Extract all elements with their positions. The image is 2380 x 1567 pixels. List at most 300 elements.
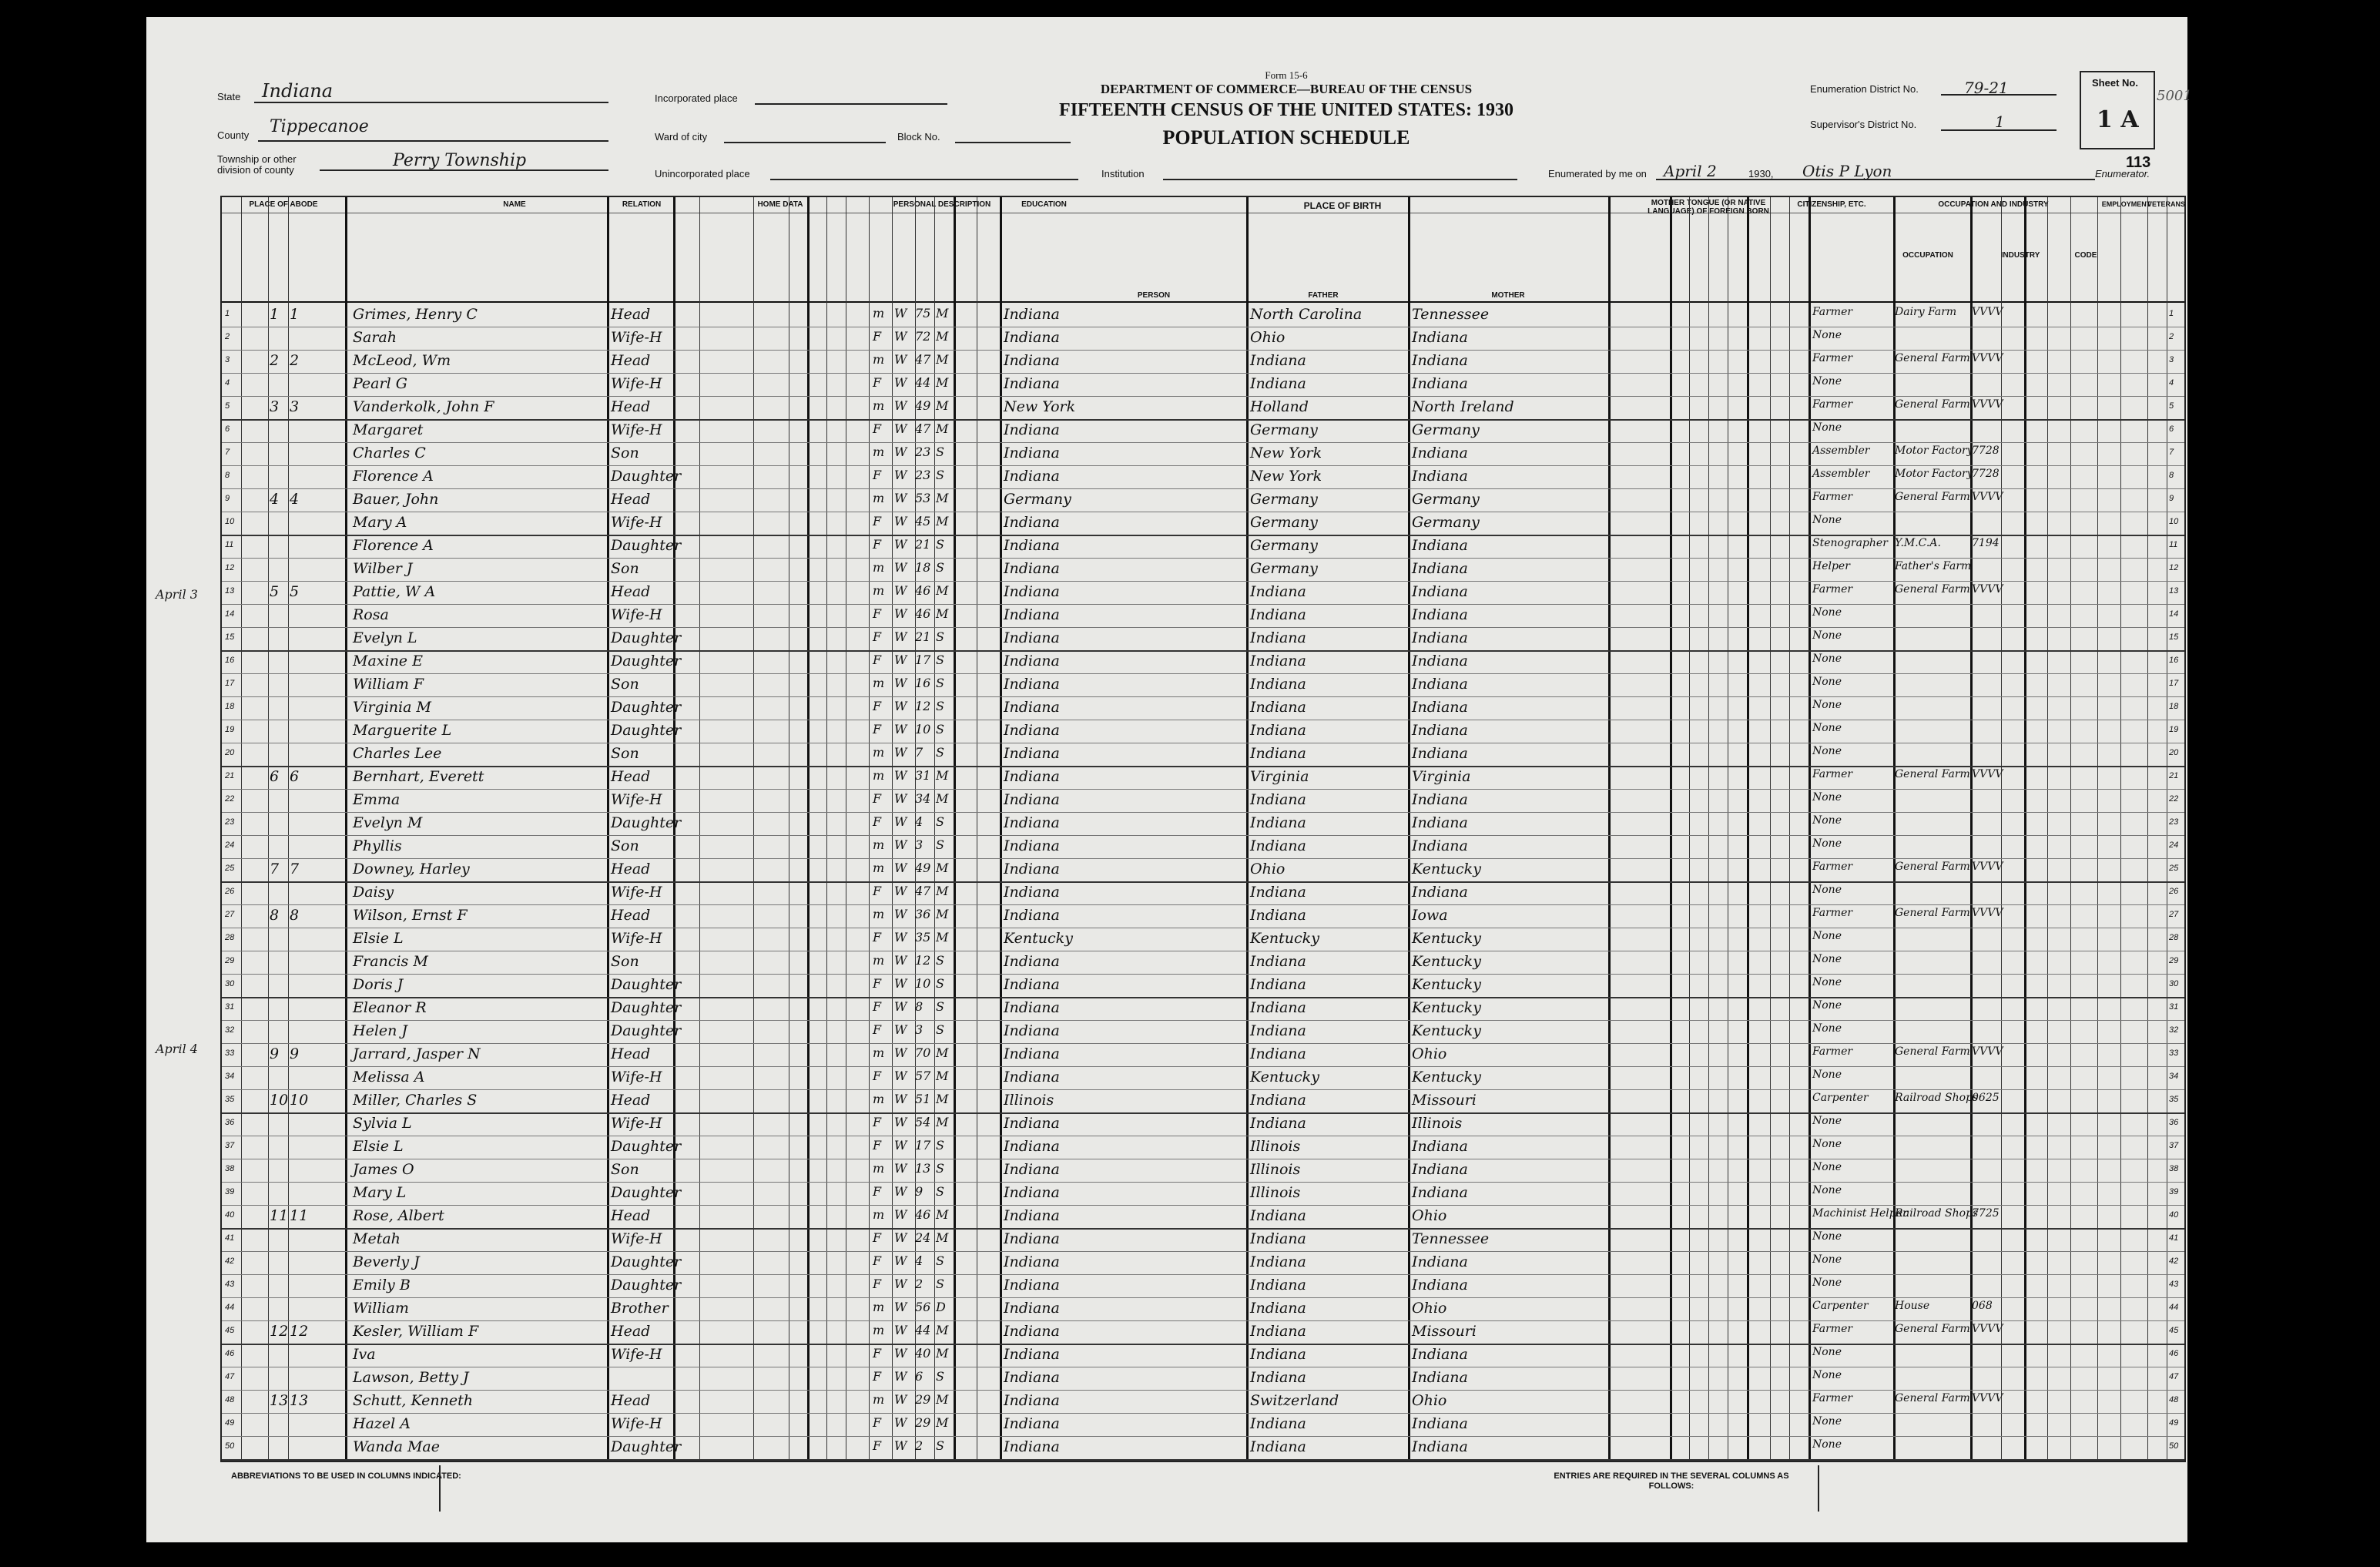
sex: F — [873, 537, 882, 552]
table-row — [222, 1136, 2184, 1159]
marital-status: M — [936, 606, 949, 621]
marital-status: S — [936, 699, 944, 713]
race: W — [894, 653, 907, 667]
group-relation: RELATION — [622, 200, 662, 209]
relation: Wife-H — [611, 1346, 662, 1363]
state-label: State — [217, 91, 241, 102]
birthplace-person: Indiana — [1004, 352, 1060, 369]
line-number: 49 — [225, 1418, 235, 1428]
birthplace-person: Indiana — [1004, 676, 1060, 693]
dwelling-number: 2 — [270, 352, 280, 369]
race: W — [894, 537, 907, 552]
line-number: 5 — [225, 401, 230, 411]
line-number-right: 23 — [2169, 817, 2179, 827]
occupation: None — [1812, 1438, 1842, 1451]
family-number: 10 — [290, 1092, 309, 1109]
birthplace-person: Indiana — [1004, 1323, 1060, 1340]
relation: Daughter — [611, 468, 682, 485]
marital-status: M — [936, 352, 949, 367]
relation: Daughter — [611, 1438, 682, 1455]
industry: Railroad Shops — [1895, 1207, 1979, 1220]
birthplace-mother: Indiana — [1412, 537, 1468, 554]
line-number: 11 — [225, 540, 234, 549]
marital-status: S — [936, 468, 944, 482]
line-number-right: 1 — [2169, 309, 2174, 318]
county-value: Tippecanoe — [270, 117, 369, 136]
sex: m — [873, 306, 885, 320]
birthplace-father: Indiana — [1250, 1230, 1306, 1247]
group-employment: EMPLOYMENT — [2101, 200, 2151, 208]
relation: Brother — [611, 1300, 669, 1317]
line-number: 14 — [225, 609, 235, 619]
sex: m — [873, 768, 885, 783]
table-row — [222, 396, 2184, 421]
birthplace-mother: Iowa — [1412, 907, 1448, 924]
occupation: None — [1812, 514, 1842, 526]
relation: Daughter — [611, 976, 682, 993]
birthplace-father: Indiana — [1250, 907, 1306, 924]
sex: F — [873, 930, 882, 945]
line-number-right: 18 — [2169, 702, 2179, 711]
line-number: 6 — [225, 424, 230, 434]
occ-sub-code: CODE — [2074, 251, 2097, 260]
sex: m — [873, 1392, 885, 1407]
line-number: 13 — [225, 586, 235, 596]
person-name: Doris J — [353, 976, 404, 993]
industry: Motor Factory — [1895, 445, 1973, 457]
age: 34 — [915, 791, 931, 806]
relation: Wife-H — [611, 514, 662, 531]
relation: Daughter — [611, 722, 682, 739]
birth-sub-mother: MOTHER — [1491, 291, 1525, 300]
occupation: None — [1812, 1253, 1842, 1266]
marital-status: M — [936, 884, 949, 898]
unincorporated-label: Unincorporated place — [655, 168, 750, 180]
race: W — [894, 468, 907, 482]
age: 75 — [915, 306, 931, 320]
line-number-right: 4 — [2169, 378, 2174, 388]
marital-status: M — [936, 329, 949, 344]
marital-status: S — [936, 953, 944, 968]
birthplace-mother: Indiana — [1412, 653, 1468, 669]
person-name: Virginia M — [353, 699, 431, 716]
group-mother-tongue: MOTHER TONGUE (OR NATIVE LANGUAGE) OF FOREIGN BORN — [1648, 199, 1769, 216]
table-row — [222, 1159, 2184, 1183]
age: 10 — [915, 976, 931, 991]
birthplace-father: North Carolina — [1250, 306, 1363, 323]
marital-status: S — [936, 976, 944, 991]
sex: F — [873, 999, 882, 1014]
dwelling-number: 7 — [270, 861, 280, 877]
institution-label: Institution — [1101, 168, 1145, 180]
marital-status: S — [936, 999, 944, 1014]
relation: Head — [611, 1092, 651, 1109]
person-name: Iva — [353, 1346, 376, 1363]
occupation: Farmer — [1812, 398, 1853, 411]
age: 35 — [915, 930, 931, 945]
birthplace-mother: Indiana — [1412, 352, 1468, 369]
occupation: Farmer — [1812, 907, 1853, 919]
marital-status: M — [936, 930, 949, 945]
occupation: None — [1812, 676, 1842, 688]
person-name: Downey, Harley — [353, 861, 470, 877]
birthplace-mother: Kentucky — [1412, 930, 1481, 947]
race: W — [894, 1369, 907, 1384]
age: 13 — [915, 1161, 931, 1176]
race: W — [894, 629, 907, 644]
occupation-code: VVVV — [1972, 1323, 2003, 1335]
sex: F — [873, 629, 882, 644]
birthplace-father: Indiana — [1250, 976, 1306, 993]
table-row — [222, 512, 2184, 536]
line-number-right: 2 — [2169, 332, 2174, 341]
occupation: Farmer — [1812, 583, 1853, 596]
age: 23 — [915, 445, 931, 459]
table-row — [222, 766, 2184, 790]
industry: General Farm — [1895, 861, 1970, 873]
table-row — [222, 904, 2184, 928]
table-row — [222, 951, 2184, 975]
sex: F — [873, 976, 882, 991]
table-row — [222, 881, 2184, 905]
person-name: Bernhart, Everett — [353, 768, 484, 785]
occupation: None — [1812, 1138, 1842, 1150]
line-number-right: 47 — [2169, 1372, 2179, 1381]
occ-sub-occupation: OCCUPATION — [1902, 251, 1953, 260]
line-number: 7 — [225, 448, 230, 457]
line-number: 41 — [225, 1233, 235, 1243]
marital-status: M — [936, 861, 949, 875]
occupation: Stenographer — [1812, 537, 1888, 549]
table-row — [222, 1205, 2184, 1230]
occupation: Farmer — [1812, 1323, 1853, 1335]
table-row — [222, 627, 2184, 652]
relation: Wife-H — [611, 1415, 662, 1432]
table-row — [222, 650, 2184, 674]
line-number: 32 — [225, 1025, 235, 1035]
birthplace-father: Indiana — [1250, 653, 1306, 669]
line-number-right: 25 — [2169, 864, 2179, 873]
person-name: Phyllis — [353, 837, 402, 854]
relation: Daughter — [611, 653, 682, 669]
age: 49 — [915, 861, 931, 875]
person-name: Vanderkolk, John F — [353, 398, 494, 415]
group-place-of-birth: PLACE OF BIRTH — [1303, 200, 1382, 211]
line-number-right: 43 — [2169, 1280, 2179, 1289]
race: W — [894, 907, 907, 921]
birthplace-mother: Indiana — [1412, 676, 1468, 693]
line-number: 31 — [225, 1002, 235, 1012]
occupation: Carpenter — [1812, 1092, 1869, 1104]
marital-status: S — [936, 745, 944, 760]
birthplace-father: Indiana — [1250, 745, 1306, 762]
age: 36 — [915, 907, 931, 921]
line-number-right: 32 — [2169, 1025, 2179, 1035]
birthplace-mother: Indiana — [1412, 1184, 1468, 1201]
marital-status: S — [936, 1438, 944, 1453]
birthplace-mother: Kentucky — [1412, 953, 1481, 970]
relation: Wife-H — [611, 329, 662, 346]
line-number-right: 40 — [2169, 1210, 2179, 1220]
relation: Son — [611, 837, 639, 854]
industry: House — [1895, 1300, 1930, 1312]
sex: F — [873, 1230, 882, 1245]
birthplace-father: Indiana — [1250, 1022, 1306, 1039]
table-row — [222, 1228, 2184, 1252]
schedule-title: POPULATION SCHEDULE — [1162, 126, 1410, 149]
industry: General Farm — [1895, 1392, 1970, 1404]
sex: F — [873, 329, 882, 344]
family-number: 13 — [290, 1392, 309, 1409]
table-row — [222, 1413, 2184, 1437]
birthplace-father: Indiana — [1250, 884, 1306, 901]
entries-table — [1818, 1465, 2189, 1512]
line-number-right: 8 — [2169, 471, 2174, 480]
marital-status: M — [936, 1392, 949, 1407]
department-title: DEPARTMENT OF COMMERCE—BUREAU OF THE CENSUS — [1100, 82, 1473, 96]
birthplace-mother: Indiana — [1412, 722, 1468, 739]
age: 46 — [915, 1207, 931, 1222]
race: W — [894, 930, 907, 945]
race: W — [894, 1277, 907, 1291]
sex: m — [873, 745, 885, 760]
marital-status: S — [936, 653, 944, 667]
birthplace-mother: Kentucky — [1412, 999, 1481, 1016]
dwelling-number: 5 — [270, 583, 280, 600]
sex: F — [873, 1346, 882, 1361]
birthplace-mother: Indiana — [1412, 814, 1468, 831]
race: W — [894, 1207, 907, 1222]
occupation: None — [1812, 1115, 1842, 1127]
line-number-right: 46 — [2169, 1349, 2179, 1358]
line-number: 35 — [225, 1095, 235, 1104]
sex: F — [873, 814, 882, 829]
birthplace-person: Indiana — [1004, 653, 1060, 669]
dwelling-number: 8 — [270, 907, 280, 924]
birthplace-mother: Indiana — [1412, 1438, 1468, 1455]
birthplace-person: Indiana — [1004, 468, 1060, 485]
marital-status: S — [936, 1277, 944, 1291]
line-number-right: 42 — [2169, 1257, 2179, 1266]
line-number: 36 — [225, 1118, 235, 1127]
dwelling-number: 11 — [270, 1207, 289, 1224]
age: 56 — [915, 1300, 931, 1314]
birthplace-mother: Indiana — [1412, 1138, 1468, 1155]
birthplace-person: Indiana — [1004, 560, 1060, 577]
sex: F — [873, 1184, 882, 1199]
age: 40 — [915, 1346, 931, 1361]
age: 12 — [915, 699, 931, 713]
dwelling-number: 1 — [270, 306, 280, 323]
table-row — [222, 720, 2184, 743]
margin-stamp: 5001 — [2157, 88, 2192, 104]
table-row — [222, 581, 2184, 605]
occupation: None — [1812, 1184, 1842, 1196]
relation: Head — [611, 861, 651, 877]
line-number: 8 — [225, 471, 230, 480]
sex: F — [873, 884, 882, 898]
race: W — [894, 1092, 907, 1106]
race: W — [894, 791, 907, 806]
marital-status: S — [936, 722, 944, 737]
occupation: Farmer — [1812, 861, 1853, 873]
race: W — [894, 861, 907, 875]
line-number-right: 17 — [2169, 679, 2179, 688]
birthplace-father: Indiana — [1250, 1277, 1306, 1294]
table-row — [222, 997, 2184, 1021]
age: 54 — [915, 1115, 931, 1129]
line-number-right: 20 — [2169, 748, 2179, 757]
person-name: William F — [353, 676, 424, 693]
person-name: Bauer, John — [353, 491, 439, 508]
relation: Wife-H — [611, 791, 662, 808]
occupation: None — [1812, 1022, 1842, 1035]
enumerated-year: 1930, — [1748, 168, 1774, 180]
birthplace-father: Kentucky — [1250, 1069, 1319, 1085]
line-number-right: 11 — [2169, 540, 2178, 549]
age: 47 — [915, 884, 931, 898]
race: W — [894, 999, 907, 1014]
birth-sub-person: PERSON — [1137, 291, 1171, 300]
race: W — [894, 1346, 907, 1361]
sex: m — [873, 953, 885, 968]
line-number-right: 16 — [2169, 656, 2179, 665]
marital-status: M — [936, 1323, 949, 1337]
ward-label: Ward of city — [655, 131, 708, 143]
line-number-right: 7 — [2169, 448, 2174, 457]
line-number-right: 50 — [2169, 1441, 2179, 1451]
birthplace-father: Indiana — [1250, 1253, 1306, 1270]
birthplace-father: Indiana — [1250, 1415, 1306, 1432]
marital-status: M — [936, 1069, 949, 1083]
industry: Railroad Shops — [1895, 1092, 1979, 1104]
race: W — [894, 375, 907, 390]
population-table — [220, 196, 2186, 1462]
occupation-code: 7194 — [1972, 537, 2000, 549]
line-number: 21 — [225, 771, 235, 780]
race: W — [894, 1138, 907, 1153]
birthplace-mother: Ohio — [1412, 1207, 1447, 1224]
industry: General Farm — [1895, 491, 1970, 503]
sex: m — [873, 837, 885, 852]
occupation: None — [1812, 699, 1842, 711]
occupation: None — [1812, 329, 1842, 341]
line-number-right: 29 — [2169, 956, 2179, 965]
occupation-code: VVVV — [1972, 768, 2003, 780]
person-name: James O — [353, 1161, 414, 1178]
birthplace-person: Germany — [1004, 491, 1071, 508]
birthplace-father: Indiana — [1250, 352, 1306, 369]
birthplace-mother: Indiana — [1412, 1277, 1468, 1294]
race: W — [894, 1438, 907, 1453]
age: 46 — [915, 583, 931, 598]
person-name: Elsie L — [353, 930, 404, 947]
race: W — [894, 306, 907, 320]
birthplace-person: Indiana — [1004, 699, 1060, 716]
line-number: 44 — [225, 1303, 235, 1312]
marital-status: M — [936, 398, 949, 413]
person-name: Charles Lee — [353, 745, 442, 762]
birthplace-person: Indiana — [1004, 1138, 1060, 1155]
page-number: 113 — [2126, 154, 2151, 171]
birthplace-person: Indiana — [1004, 1207, 1060, 1224]
line-number: 23 — [225, 817, 235, 827]
occupation-code: 7728 — [1972, 468, 2000, 480]
age: 16 — [915, 676, 931, 690]
occupation: Farmer — [1812, 306, 1853, 318]
person-name: Melissa A — [353, 1069, 425, 1085]
birthplace-father: Indiana — [1250, 629, 1306, 646]
table-row — [222, 673, 2184, 697]
relation: Daughter — [611, 1022, 682, 1039]
age: 9 — [915, 1184, 924, 1199]
group-home-data: HOME DATA — [757, 200, 803, 209]
birthplace-person: Indiana — [1004, 745, 1060, 762]
age: 45 — [915, 514, 931, 528]
line-number-right: 48 — [2169, 1395, 2179, 1404]
birthplace-person: Indiana — [1004, 421, 1060, 438]
race: W — [894, 1415, 907, 1430]
table-row — [222, 1436, 2184, 1461]
birthplace-father: Ohio — [1250, 861, 1286, 877]
relation: Head — [611, 907, 651, 924]
relation: Daughter — [611, 1138, 682, 1155]
birthplace-person: Indiana — [1004, 1115, 1060, 1132]
line-number-right: 6 — [2169, 424, 2174, 434]
marital-status: S — [936, 837, 944, 852]
supervisor-label: Supervisor's District No. — [1810, 119, 1917, 130]
county-label: County — [217, 129, 250, 141]
table-row — [222, 1043, 2184, 1067]
dwelling-number: 6 — [270, 768, 280, 785]
birthplace-father: Indiana — [1250, 837, 1306, 854]
birthplace-father: Indiana — [1250, 1115, 1306, 1132]
sheet-label: Sheet No. — [2092, 77, 2138, 89]
occupation-code: 7725 — [1972, 1207, 2000, 1220]
occupation: None — [1812, 722, 1842, 734]
relation: Head — [611, 1392, 651, 1409]
birthplace-person: Indiana — [1004, 722, 1060, 739]
margin-note-2: April 4 — [156, 1042, 198, 1056]
birthplace-father: Germany — [1250, 421, 1318, 438]
line-number-right: 34 — [2169, 1072, 2179, 1081]
birthplace-father: Indiana — [1250, 1300, 1306, 1317]
person-name: Eleanor R — [353, 999, 427, 1016]
industry: General Farm — [1895, 1323, 1970, 1335]
marital-status: M — [936, 791, 949, 806]
person-name: Florence A — [353, 468, 434, 485]
table-row — [222, 419, 2184, 443]
person-name: Sarah — [353, 329, 397, 346]
family-number: 7 — [290, 861, 300, 877]
person-name: Hazel A — [353, 1415, 411, 1432]
person-name: Helen J — [353, 1022, 408, 1039]
race: W — [894, 352, 907, 367]
enumerator-name: Otis P Lyon — [1802, 162, 1892, 180]
table-row — [222, 465, 2184, 489]
table-row — [222, 304, 2184, 327]
age: 47 — [915, 352, 931, 367]
group-citizenship: CITIZENSHIP, ETC. — [1797, 200, 1866, 209]
occupation: None — [1812, 375, 1842, 388]
state-value: Indiana — [262, 80, 334, 102]
line-number: 19 — [225, 725, 235, 734]
age: 2 — [915, 1277, 924, 1291]
relation: Daughter — [611, 629, 682, 646]
person-name: Mary A — [353, 514, 407, 531]
birthplace-father: Indiana — [1250, 1369, 1306, 1386]
line-number: 10 — [225, 517, 235, 526]
